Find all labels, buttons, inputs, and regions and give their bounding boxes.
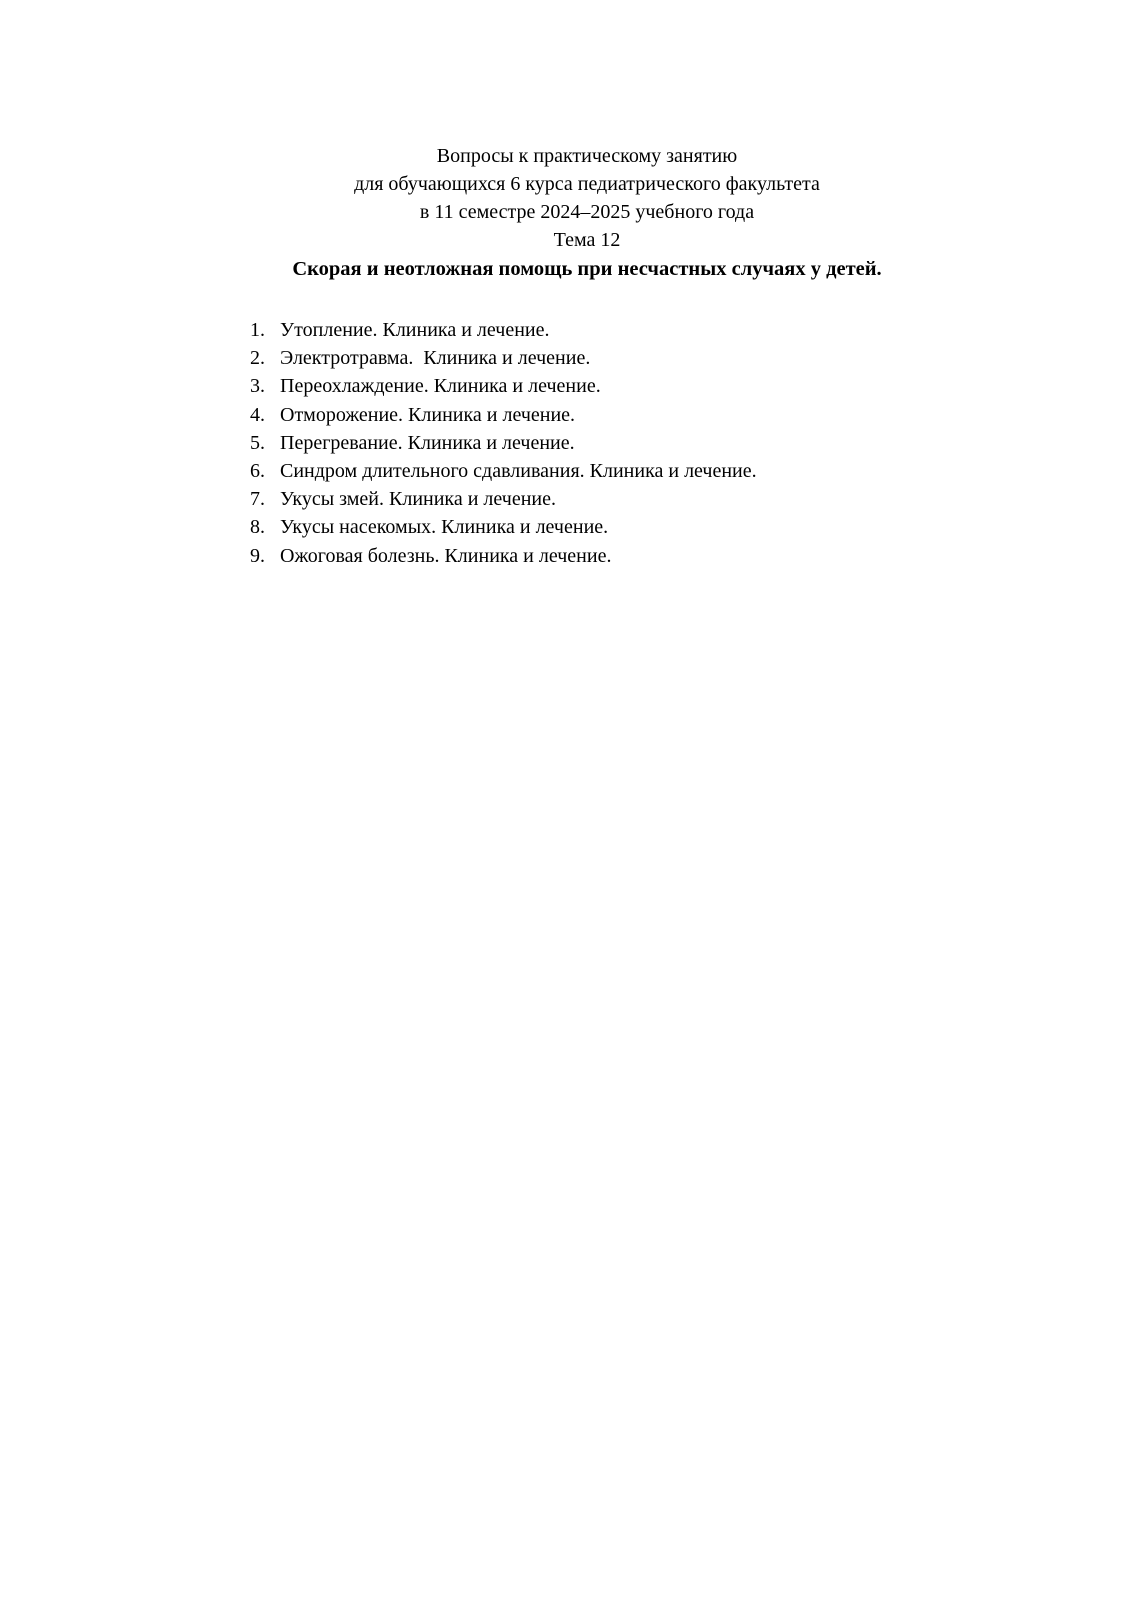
item-number: 1. xyxy=(250,319,265,341)
list-item xyxy=(250,485,757,513)
list-item xyxy=(250,429,757,457)
item-text: Отморожение. Клиника и лечение. xyxy=(280,403,576,426)
item-number: 3. xyxy=(250,375,265,398)
header-line-3: в 11 семестре 2024–2025 учебного года xyxy=(419,201,755,223)
question-list xyxy=(250,316,757,570)
item-number: 7. xyxy=(250,488,265,511)
header-line-2: для обучающихся 6 курса педиатрического факультета xyxy=(354,173,820,195)
list-item xyxy=(250,316,757,344)
list-item xyxy=(250,372,757,400)
item-text: Утопление. Клиника и лечение. xyxy=(280,319,550,341)
item-number: 4. xyxy=(250,403,265,426)
topic-number: Тема 12 xyxy=(553,229,621,251)
topic-title: Скорая и неотложная помощь при несчастных случаях у детей. xyxy=(292,258,882,280)
item-number: 6. xyxy=(250,460,265,483)
item-text: Переохлаждение. Клиника и лечение. xyxy=(280,375,601,398)
list-item xyxy=(250,457,757,485)
item-number: 5. xyxy=(250,431,265,454)
item-text: Электротравма. Клиника и лечение. xyxy=(280,347,591,370)
document-header xyxy=(0,142,1132,284)
list-item xyxy=(250,401,757,429)
item-text: Перегревание. Клиника и лечение. xyxy=(280,431,575,454)
list-item xyxy=(250,344,757,372)
header-line-1: Вопросы к практическому занятию xyxy=(436,145,738,167)
item-text: Укусы змей. Клиника и лечение. xyxy=(280,488,557,511)
item-text: Синдром длительного сдавливания. Клиника и лечение. xyxy=(280,460,757,483)
item-number: 8. xyxy=(250,516,265,539)
list-item xyxy=(250,513,757,541)
item-text: Укусы насекомых. Клиника и лечение. xyxy=(280,516,609,539)
list-item xyxy=(250,542,757,570)
item-text: Ожоговая болезнь. Клиника и лечение. xyxy=(280,544,612,567)
item-number: 2. xyxy=(250,347,265,370)
item-number: 9. xyxy=(250,544,265,567)
